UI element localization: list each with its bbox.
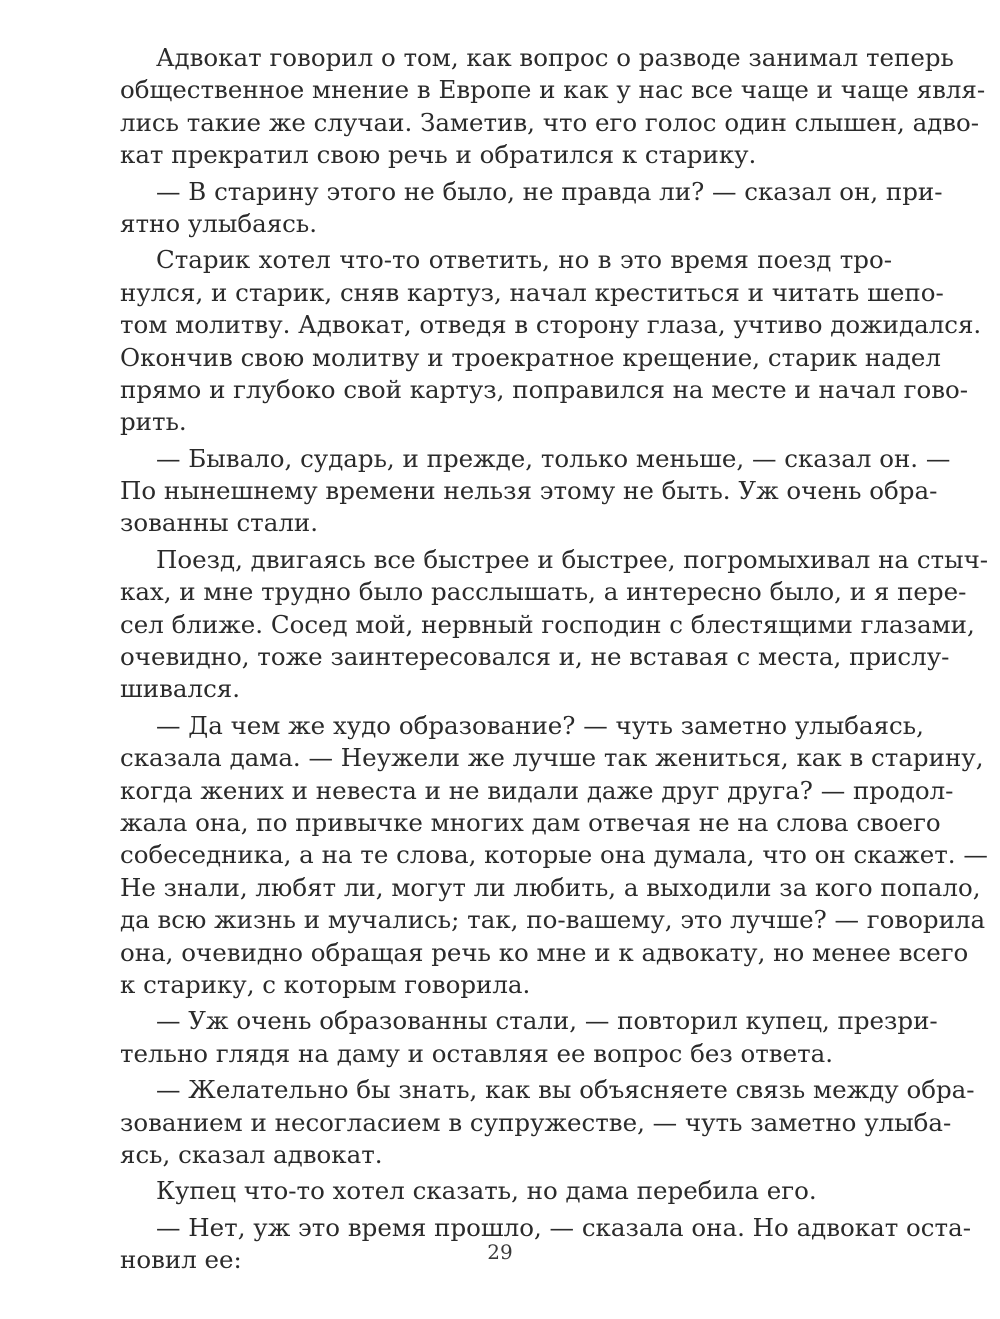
text-line: Старик хотел что-то ответить, но в это время поезд тро- xyxy=(156,245,892,275)
paragraph xyxy=(120,1074,975,1171)
text-line: По нынешнему времени нельзя этому не быть. Уж очень обра- xyxy=(120,476,938,506)
text-line: новил ее: xyxy=(120,1245,242,1275)
text-line: зованием и несогласием в супружестве, — чуть заметно улыба- xyxy=(120,1107,952,1137)
text-line: — Уж очень образованны стали, — повторил купец, презри- xyxy=(156,1006,938,1036)
text-line: ясь, сказал адвокат. xyxy=(120,1139,383,1169)
text-line: жала она, по привычке многих дам отвечая не на слова своего xyxy=(120,807,941,837)
text-line: да всю жизнь и мучались; так, по-вашему, это лучше? — говорила xyxy=(120,905,986,935)
text-line: — Нет, уж это время прошло, — сказала она. Но адвокат оста- xyxy=(156,1212,971,1242)
text-line: Адвокат говорил о том, как вопрос о разводе занимал теперь xyxy=(156,43,954,72)
text-line: Поезд, двигаясь все быстрее и быстрее, погромыхивал на стыч- xyxy=(156,544,989,574)
body-text xyxy=(120,42,989,1276)
text-line: — Бывало, сударь, и прежде, только меньше, — сказал он. — xyxy=(156,443,951,473)
text-line: лись такие же случаи. Заметив, что его голос один слышен, адво- xyxy=(120,107,980,137)
paragraph xyxy=(120,710,988,1002)
paragraph xyxy=(120,176,943,241)
text-line: нулся, и старик, сняв картуз, начал креститься и читать шепо- xyxy=(120,277,944,307)
text-line: к старику, с которым говорила. xyxy=(120,969,531,999)
text-line: ятно улыбаясь. xyxy=(120,208,318,238)
paragraph xyxy=(120,443,951,540)
paragraph xyxy=(120,1005,938,1070)
text-line: кат прекратил свою речь и обратился к старику. xyxy=(120,140,757,170)
text-line: очевидно, тоже заинтересовался и, не вставая с места, прислу- xyxy=(120,642,950,672)
text-line: том молитву. Адвокат, отведя в сторону глаза, учтиво дожидался. xyxy=(120,310,982,340)
text-line: общественное мнение в Европе и как у нас все чаще и чаще явля- xyxy=(120,75,986,105)
text-line: ках, и мне трудно было расслышать, а интересно было, и я пере- xyxy=(120,577,967,607)
text-line: рить. xyxy=(120,407,187,437)
text-line: — В старину этого не было, не правда ли? — сказал он, при- xyxy=(156,176,943,206)
text-line: — Да чем же худо образование? — чуть заметно улыбаясь, xyxy=(156,710,924,740)
text-line: сел ближе. Сосед мой, нервный господин с блестящими глазами, xyxy=(120,609,975,639)
text-line: Окончив свою молитву и троекратное крещение, старик надел xyxy=(120,342,941,372)
text-line: она, очевидно обращая речь ко мне и к адвокату, но менее всего xyxy=(120,937,969,967)
text-line: Купец что-то хотел сказать, но дама перебила его. xyxy=(156,1176,817,1206)
text-line: Не знали, любят ли, могут ли любить, а выходили за кого попало, xyxy=(120,872,981,902)
text-line: шивался. xyxy=(120,674,241,704)
paragraph xyxy=(120,1175,892,1207)
text-line: прямо и глубоко свой картуз, поправился на месте и начал гово- xyxy=(120,374,969,404)
text-line: тельно глядя на даму и оставляя ее вопрос без ответа. xyxy=(120,1038,834,1068)
text-line: когда жених и невеста и не видали даже друг друга? — продол- xyxy=(120,775,954,805)
text-line: собеседника, а на те слова, которые она думала, что он скажет. — xyxy=(120,840,988,870)
paragraph xyxy=(120,42,986,172)
page-number: 29 xyxy=(487,1240,513,1264)
text-line: зованны стали. xyxy=(120,508,319,538)
text-line: сказала дама. — Неужели же лучше так жениться, как в старину, xyxy=(120,743,984,773)
paragraph xyxy=(120,544,989,706)
paragraph xyxy=(120,244,982,438)
text-line: — Желательно бы знать, как вы объясняете связь между обра- xyxy=(156,1075,975,1105)
